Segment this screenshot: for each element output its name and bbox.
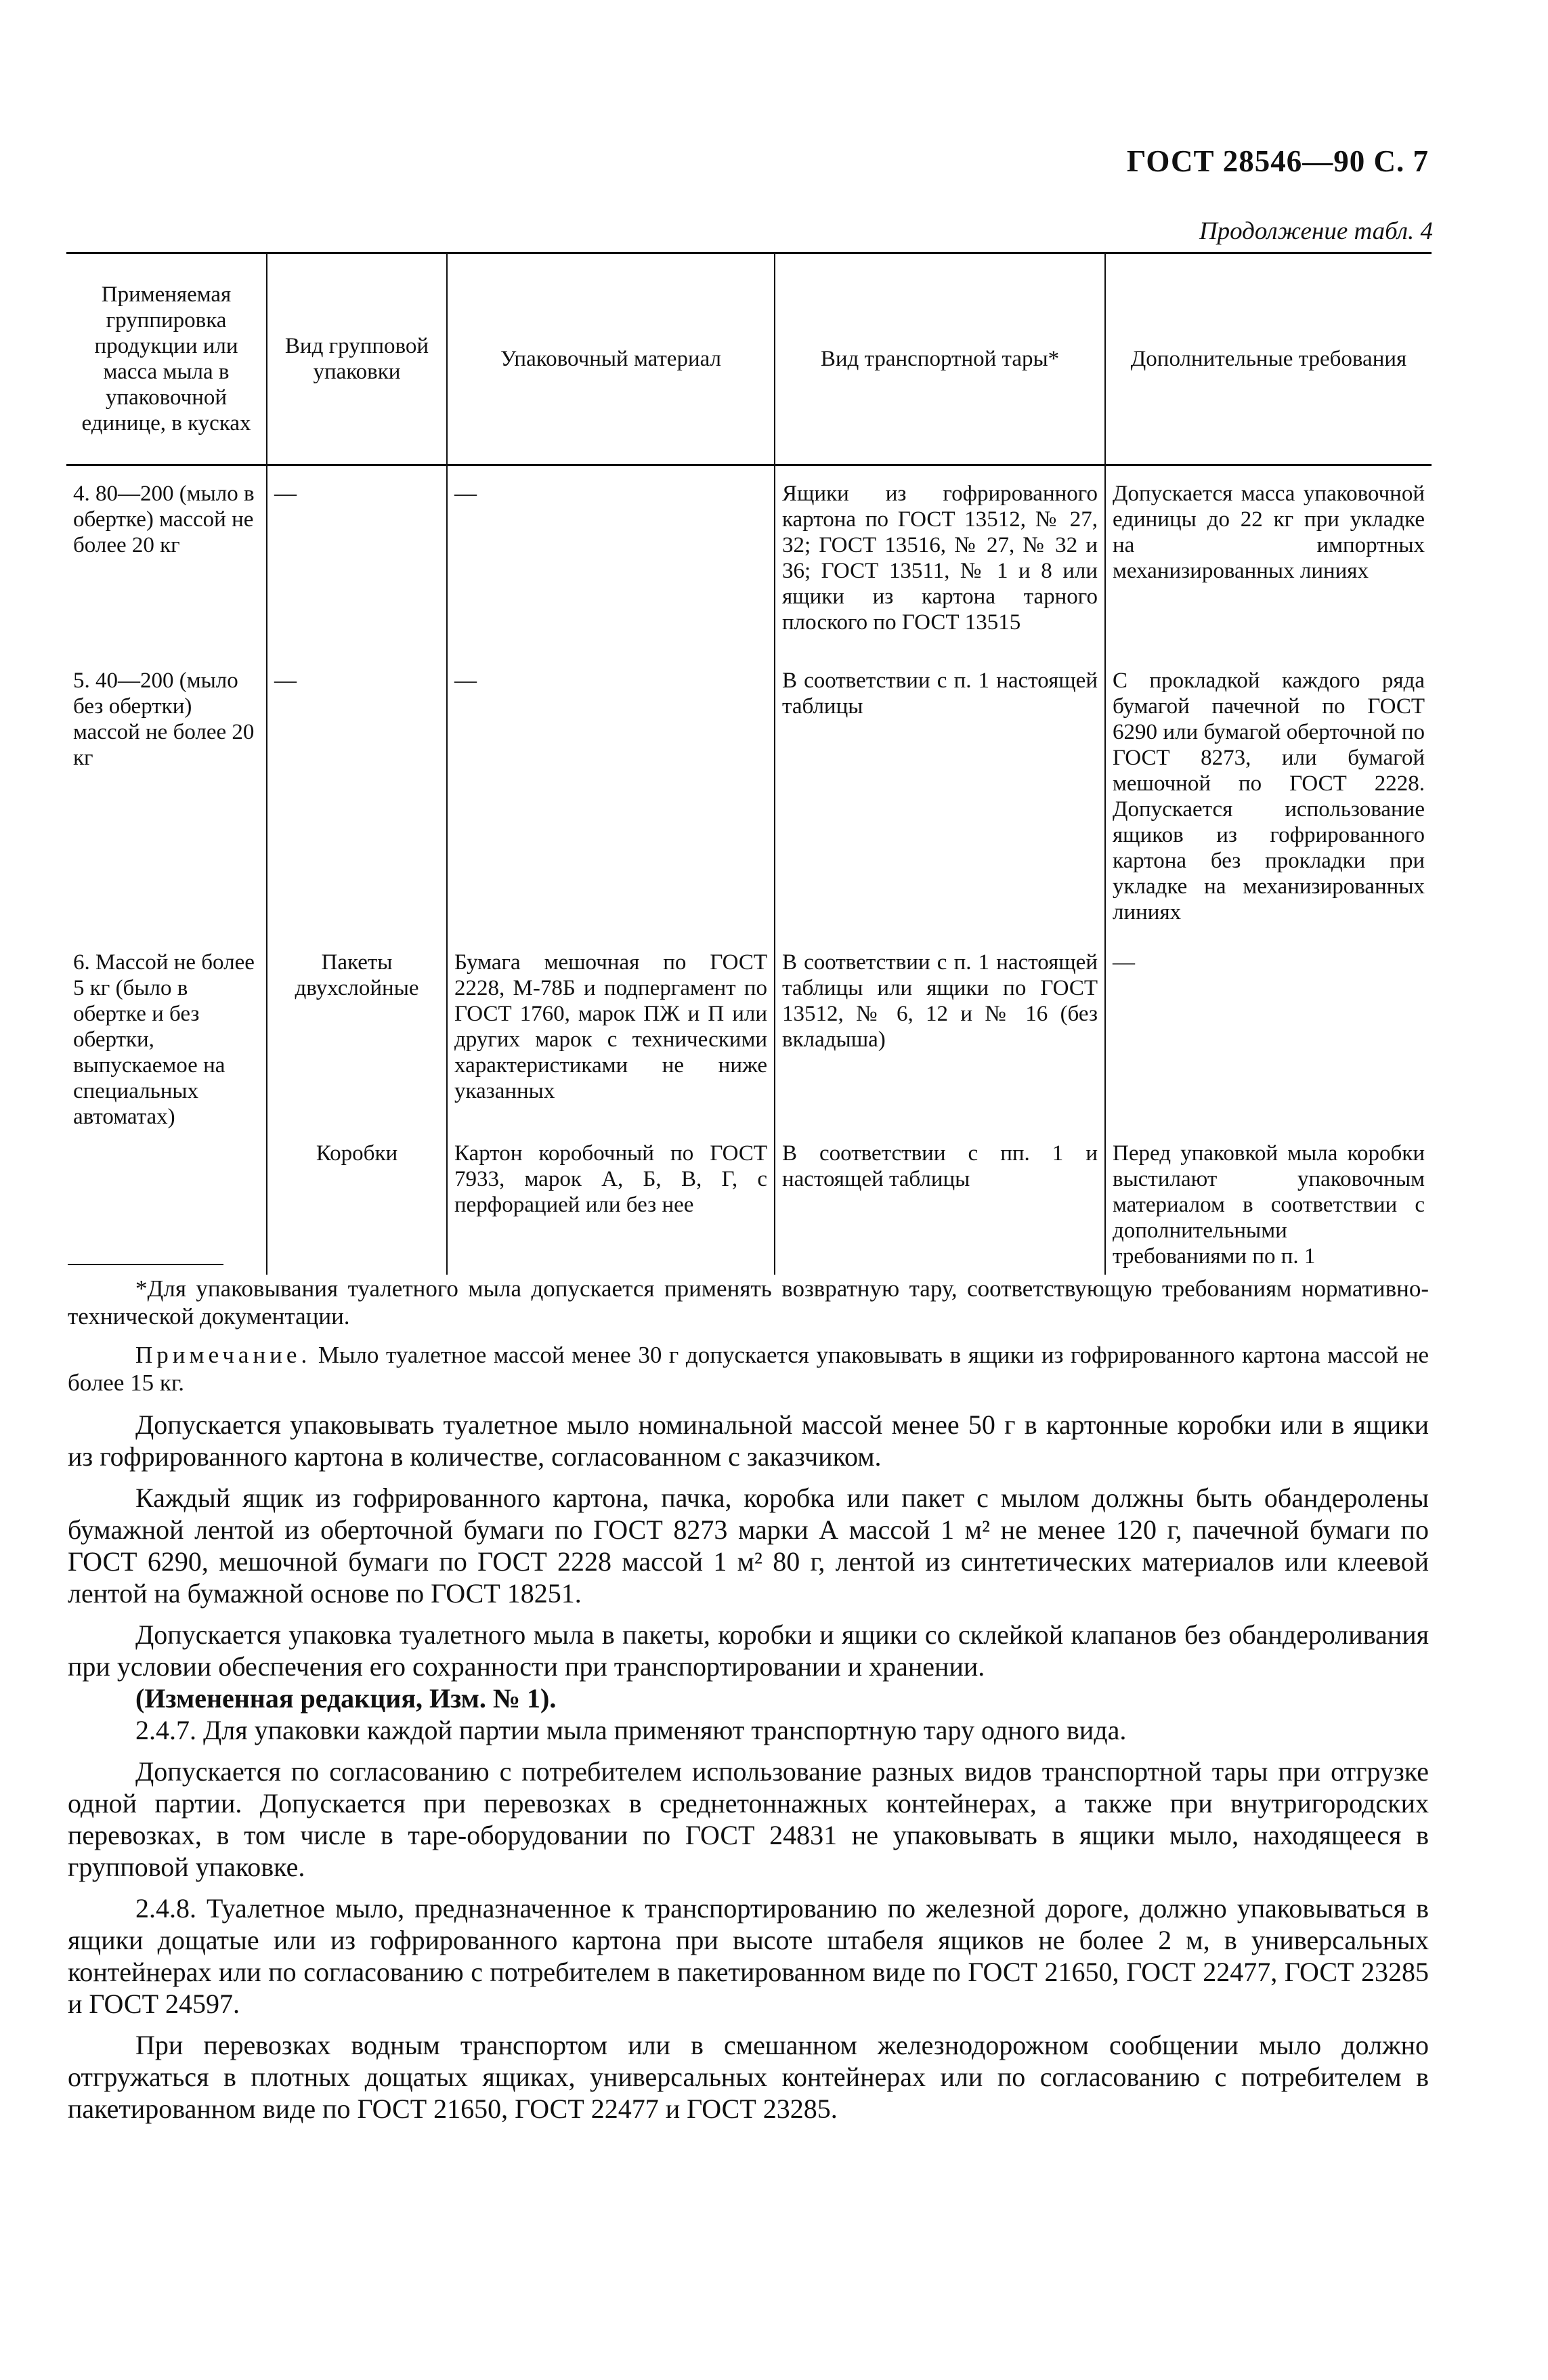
table-cell bbox=[66, 1135, 267, 1275]
table-cell: В соответствии с п. 1 настоящей таблицы или ящики по ГОСТ 13512, № 6, 12 и № 16 (без вкладыша) bbox=[775, 944, 1105, 1135]
note-text: Мыло туалетное массой менее 30 г допускается упаковывать в ящики из гофрированного картона массой не более 15 кг. bbox=[68, 1342, 1429, 1396]
table-cell: 5. 40—200 (мыло без обертки) массой не более 20 кг bbox=[73, 668, 255, 770]
paragraph: Допускается упаковывать туалетное мыло номинальной массой менее 50 г в картонные коробки или в ящики из гофрированного картона в количестве, согласованном с заказчиком. bbox=[68, 1409, 1429, 1472]
table-cell: Допускается масса упаковочной единицы до 22 кг при укладке на импортных механизированных линиях bbox=[1105, 465, 1432, 663]
clause-2-4-7: 2.4.7. Для упаковки каждой партии мыла применяют транспортную тару одного вида. bbox=[135, 1715, 1127, 1745]
clause-2-4-8: 2.4.8. Туалетное мыло, предназначенное к транспортированию по железной дороге, должно упаковываться в ящики дощатые или из гофрированного картона при высоте штабеля ящиков не более 2 м, в универсальных контейнерах или по согласованию с потребителем в пакетированном виде по ГОСТ 21650, ГОСТ 22477, ГОСТ 23285 и ГОСТ 24597. bbox=[68, 1893, 1429, 2019]
table-cell: Перед упаковкой мыла коробки выстилают упаковочным материалом в соответствии с дополнительными требованиями по п. 1 bbox=[1105, 1135, 1432, 1275]
table-cell: — bbox=[267, 465, 447, 663]
col-header-transport-container: Вид транспортной тары* bbox=[775, 253, 1105, 465]
table-cell: В соответствии с пп. 1 и настоящей таблицы bbox=[775, 1135, 1105, 1275]
packaging-table bbox=[66, 252, 1432, 1275]
table-continuation-caption: Продолжение табл. 4 bbox=[1199, 217, 1433, 245]
table-cell: Ящики из гофрированного картона по ГОСТ 13512, № 27, 32; ГОСТ 13516, № 27, № 32 и 36; ГОСТ 13511, № 1 и 8 или ящики из картона тарного плоского по ГОСТ 13515 bbox=[775, 465, 1105, 663]
table-cell: В соответствии с п. 1 настоящей таблицы bbox=[775, 662, 1105, 944]
body-text bbox=[68, 1409, 1429, 2125]
table-cell: Коробки bbox=[267, 1135, 447, 1275]
table-row bbox=[66, 662, 1432, 944]
col-header-additional-requirements: Дополнительные требования bbox=[1105, 253, 1432, 465]
table-cell: — bbox=[267, 662, 447, 944]
table-row bbox=[66, 465, 1432, 663]
paragraph: При перевозках водным транспортом или в смешанном железнодорожном сообщении мыло должно отгружаться в плотных дощатых ящиках, универсальных контейнерах или по согласованию с потребителем в пакетированном виде по ГОСТ 21650, ГОСТ 22477 и ГОСТ 23285. bbox=[68, 2030, 1429, 2124]
table-cell: 6. Массой не более 5 кг (было в обертке и без обертки, выпускаемое на специальных автоматах) bbox=[73, 950, 255, 1129]
table-note bbox=[68, 1341, 1429, 1397]
paragraph: Допускается по согласованию с потребителем использование разных видов транспортной тары при отгрузке одной партии. Допускается при перевозках в среднетоннажных контейнерах, а также при внутригородских перевозках, в том числе в таре-оборудовании по ГОСТ 24831 не упаковывать в ящики мыло, находящееся в групповой упаковке. bbox=[68, 1756, 1429, 1882]
table-header-row bbox=[66, 253, 1432, 465]
revision-note: (Измененная редакция, Изм. № 1). bbox=[135, 1683, 557, 1714]
table-cell: Картон коробочный по ГОСТ 7933, марок А, Б, В, Г, с перфорацией или без нее bbox=[447, 1135, 775, 1275]
note-label: Примечание. bbox=[135, 1342, 311, 1368]
col-header-product-group: Применяемая группировка продукции или масса мыла в упаковочной единице, в кусках bbox=[66, 253, 267, 465]
paragraph: Каждый ящик из гофрированного картона, пачка, коробка или пакет с мылом должны быть обандеролены бумажной лентой из оберточной бумаги по ГОСТ 8273 марки А массой 1 м² не менее 120 г, пачечной бумаги по ГОСТ 6290, мешочной бумаги по ГОСТ 2228 массой 1 м² 80 г, лентой из синтетических материалов или клеевой лентой на бумажной основе по ГОСТ 18251. bbox=[68, 1483, 1429, 1609]
table-cell: — bbox=[1105, 944, 1432, 1135]
table-row bbox=[66, 1135, 1432, 1275]
col-header-packaging-material: Упаковочный материал bbox=[447, 253, 775, 465]
table-cell: Пакеты двухслойные bbox=[267, 944, 447, 1135]
table-cell: 4. 80—200 (мыло в обертке) массой не более 20 кг bbox=[73, 482, 255, 557]
table-cell: Бумага мешочная по ГОСТ 2228, М-78Б и подпергамент по ГОСТ 1760, марок ПЖ и П или других марок с техническими характеристиками не ниже указанных bbox=[447, 944, 775, 1135]
col-header-group-packaging: Вид групповой упаковки bbox=[267, 253, 447, 465]
table-footnote: *Для упаковывания туалетного мыла допускается применять возвратную тару, соответствующую требованиям нормативно-технической документации. bbox=[68, 1275, 1429, 1330]
page-header: ГОСТ 28546—90 С. 7 bbox=[1126, 144, 1429, 178]
table-cell: С прокладкой каждого ряда бумагой пачечной по ГОСТ 6290 или бумагой оберточной по ГОСТ 8273, или бумагой мешочной по ГОСТ 2228. Допускается использование ящиков из гофрированного картона без прокладки при укладке на механизированных линиях bbox=[1105, 662, 1432, 944]
table-row bbox=[66, 944, 1432, 1135]
table-cell: — bbox=[447, 662, 775, 944]
footnote-divider bbox=[68, 1264, 223, 1265]
table-cell: — bbox=[447, 465, 775, 663]
paragraph: Допускается упаковка туалетного мыла в пакеты, коробки и ящики со склейкой клапанов без обандероливания при условии обеспечения его сохранности при транспортировании и хранении. bbox=[68, 1619, 1429, 1682]
